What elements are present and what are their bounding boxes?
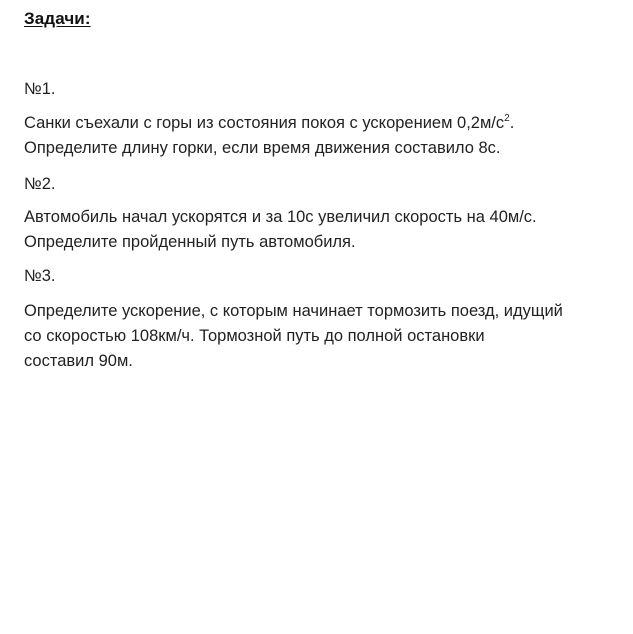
task-1-line-2: Определите длину горки, если время движения составило 8с.	[24, 139, 501, 157]
task-3-line-1: Определите ускорение, с которым начинает тормозить поезд, идущий	[24, 302, 563, 320]
task-3-text	[24, 299, 624, 374]
task-3-line-2: со скоростью 108км/ч. Тормозной путь до полной остановки	[24, 327, 485, 345]
task-2-text	[24, 205, 624, 255]
task-3-number: №3.	[24, 267, 56, 285]
document-heading: Задачи:	[24, 9, 91, 28]
task-2-line-2: Определите пройденный путь автомобиля.	[24, 233, 356, 251]
task-2-line-1: Автомобиль начал ускорятся и за 10с увеличил скорость на 40м/с.	[24, 208, 537, 226]
task-1-line-1-end: .	[509, 114, 515, 132]
task-2-number: №2.	[24, 175, 56, 193]
task-1-line-1	[24, 111, 624, 136]
task-1-line-1-main: Санки съехали с горы из состояния покоя с ускорением 0,2м/с	[24, 114, 505, 132]
task-1-text	[24, 111, 624, 161]
task-1-exponent: 2	[504, 113, 510, 124]
task-3-line-3: составил 90м.	[24, 352, 133, 370]
task-1-number: №1.	[24, 80, 56, 98]
